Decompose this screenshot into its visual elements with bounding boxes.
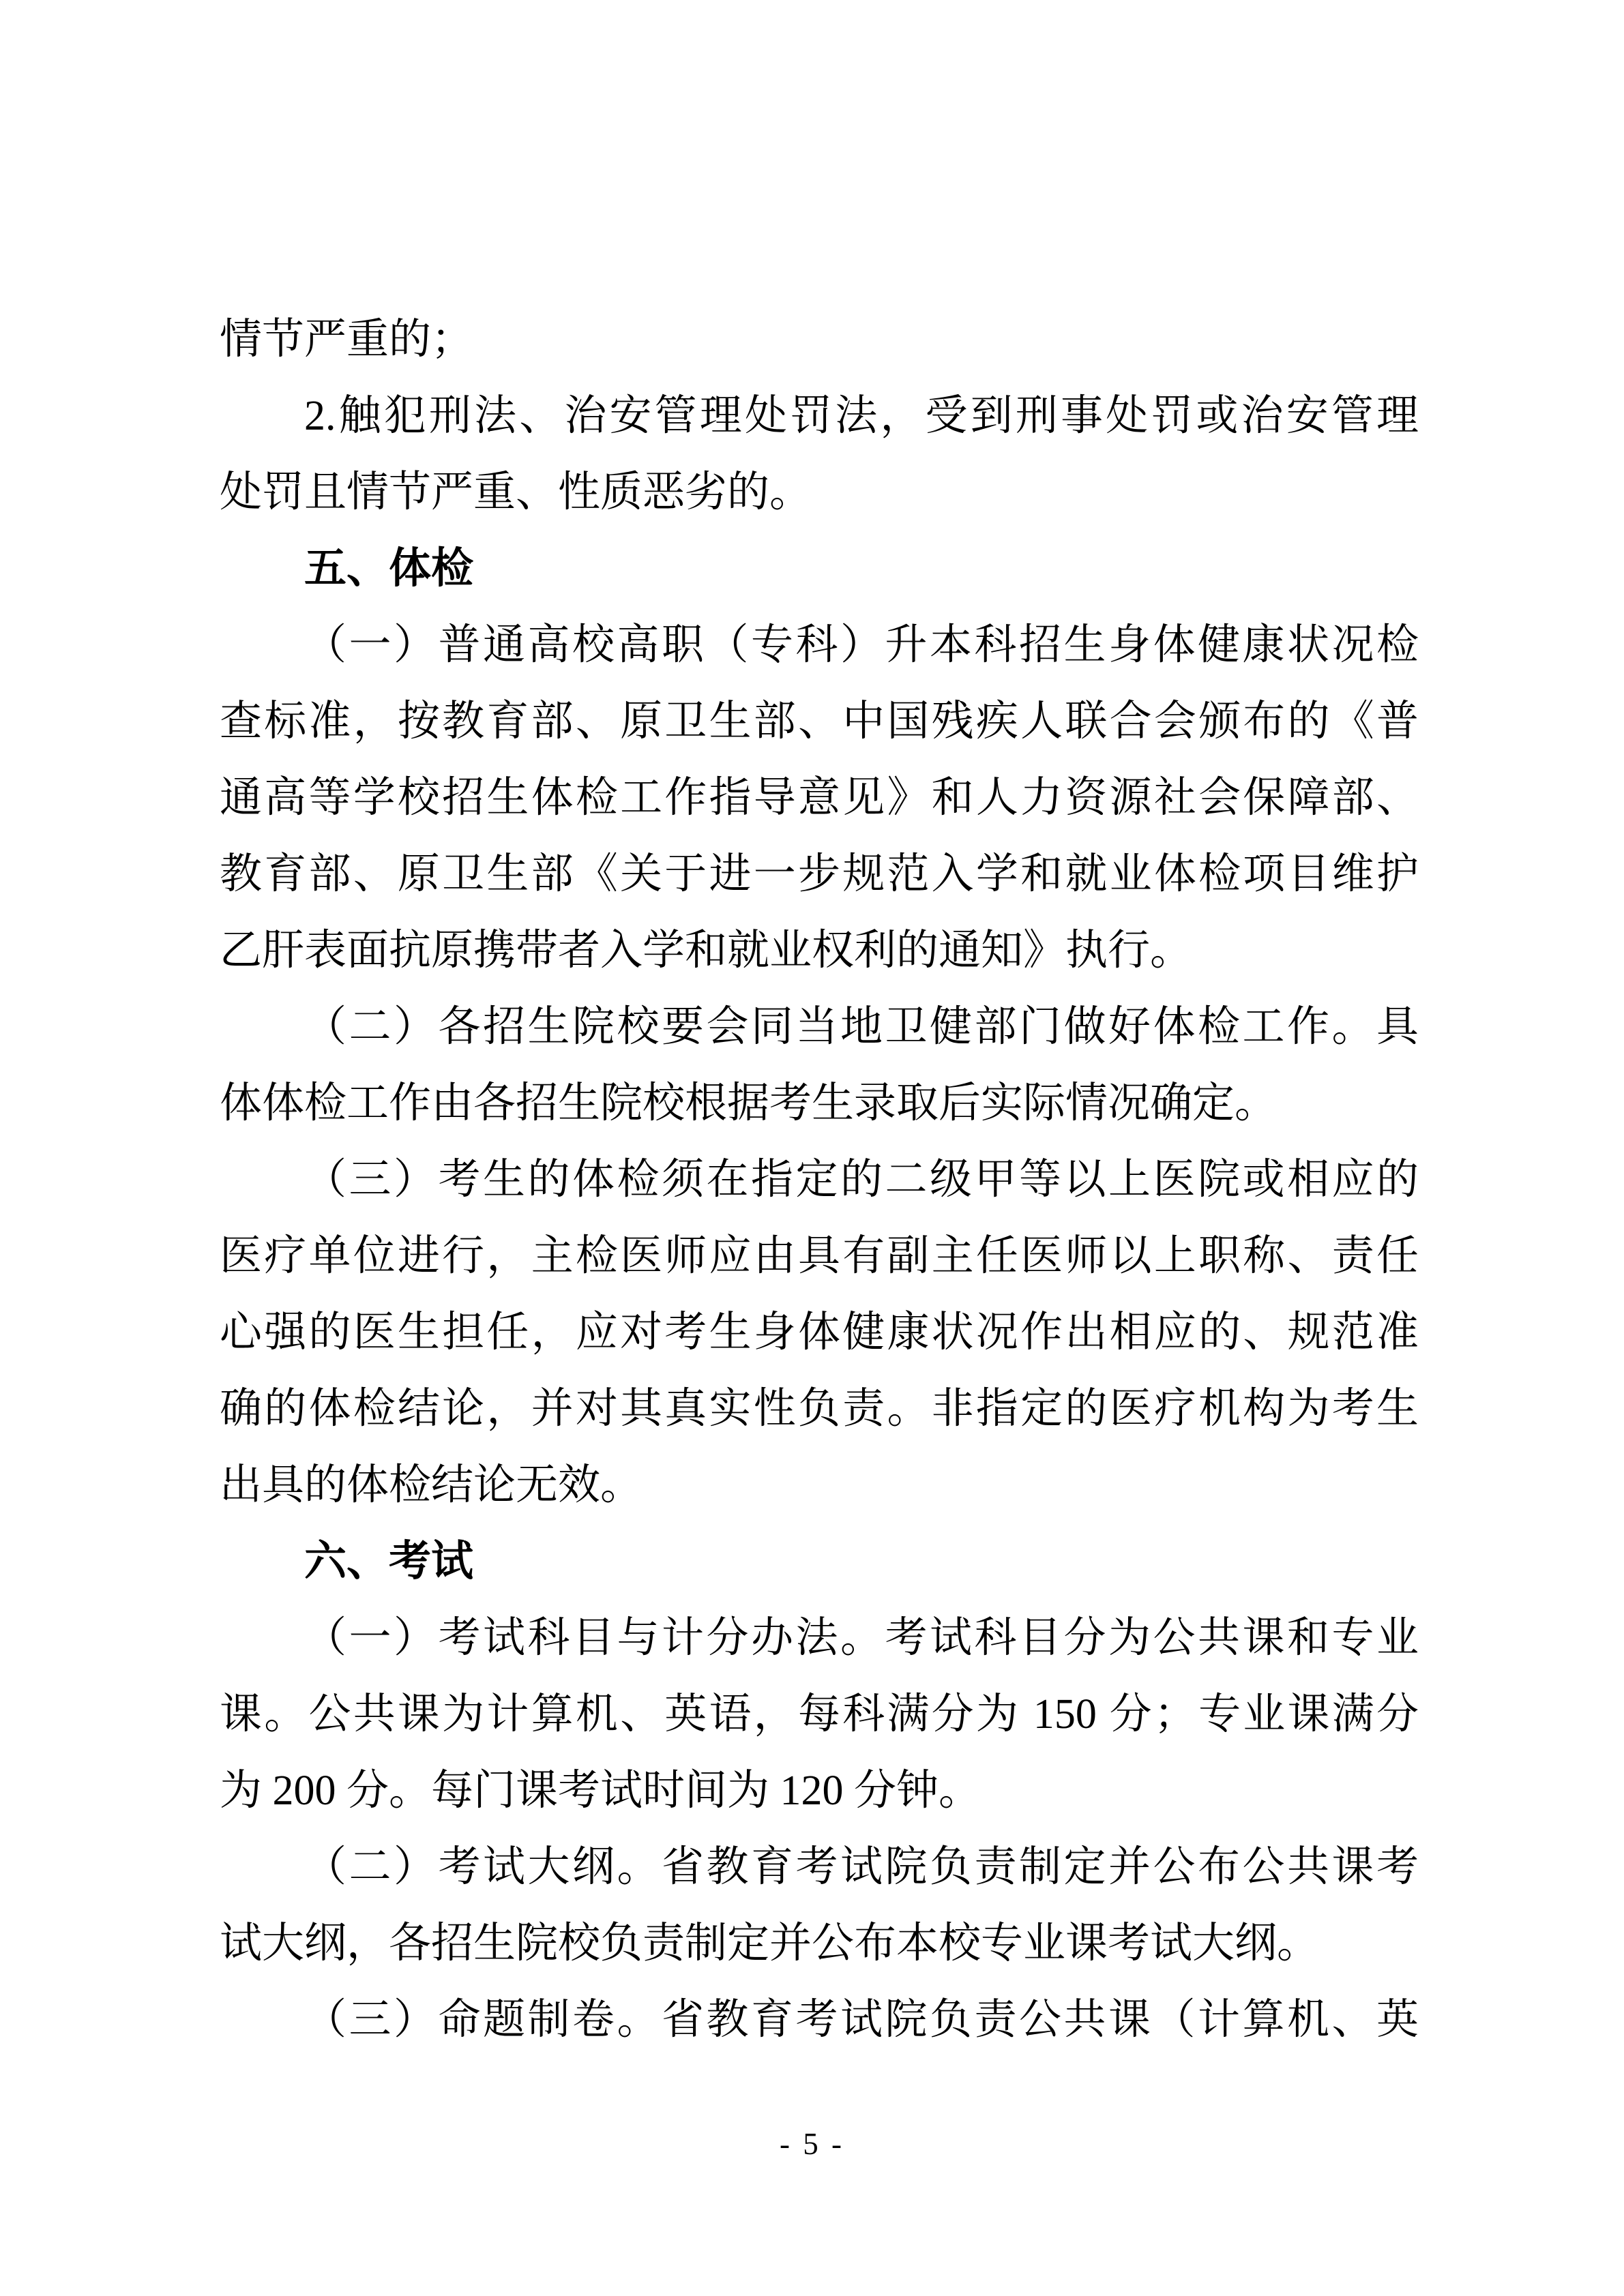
text-line: 确的体检结论，并对其真实性负责。非指定的医疗机构为考生 xyxy=(220,1386,1419,1432)
text-line: 2.触犯刑法、治安管理处罚法，受到刑事处罚或治安管理 xyxy=(304,393,1419,439)
section-heading: 六、考试 xyxy=(304,1538,474,1585)
text-line: 医疗单位进行，主检医师应由具有副主任医师以上职称、责任 xyxy=(220,1233,1419,1279)
document-body xyxy=(220,301,1419,2058)
page-number: - 5 - xyxy=(780,2127,844,2161)
text-line: 情节严重的； xyxy=(220,316,474,363)
section-heading: 五、体检 xyxy=(304,545,474,592)
text-line: （二）考试大纲。省教育考试院负责制定并公布公共课考 xyxy=(304,1844,1419,1890)
text-line: （一）普通高校高职（专科）升本科招生身体健康状况检 xyxy=(304,622,1419,668)
text-line: 处罚且情节严重、性质恶劣的。 xyxy=(220,469,812,516)
text-line: 出具的体检结论无效。 xyxy=(220,1462,643,1508)
text-line: 为 200 分。每门课考试时间为 120 分钟。 xyxy=(220,1768,981,1814)
text-line: 课。公共课为计算机、英语，每科满分为 150 分；专业课满分 xyxy=(220,1691,1419,1738)
text-line: 教育部、原卫生部《关于进一步规范入学和就业体检项目维护 xyxy=(220,851,1419,897)
text-line: 心强的医生担任，应对考生身体健康状况作出相应的、规范准 xyxy=(220,1309,1419,1356)
text-line: 试大纲，各招生院校负责制定并公布本校专业课考试大纲。 xyxy=(220,1920,1320,1967)
text-line: （一）考试科目与计分办法。考试科目分为公共课和专业 xyxy=(304,1615,1419,1661)
text-line: （三）命题制卷。省教育考试院负责公共课（计算机、英 xyxy=(304,1997,1419,2043)
text-line: （二）各招生院校要会同当地卫健部门做好体检工作。具 xyxy=(304,1004,1419,1050)
text-line: 乙肝表面抗原携带者入学和就业权利的通知》执行。 xyxy=(220,927,1193,974)
text-line: 查标准，按教育部、原卫生部、中国残疾人联合会颁布的《普 xyxy=(220,698,1419,745)
text-line: 通高等学校招生体检工作指导意见》和人力资源社会保障部、 xyxy=(220,775,1419,821)
text-line: 体体检工作由各招生院校根据考生录取后实际情况确定。 xyxy=(220,1080,1278,1127)
text-line: （三）考生的体检须在指定的二级甲等以上医院或相应的 xyxy=(304,1157,1419,1203)
